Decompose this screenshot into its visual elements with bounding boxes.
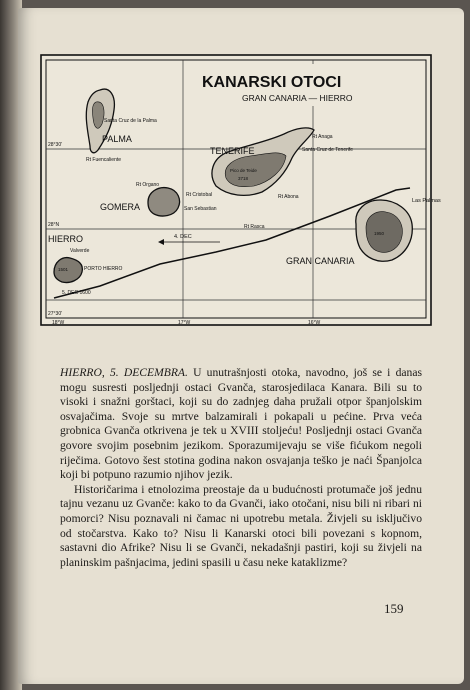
place-rt-rasca: Rt Rasca xyxy=(244,224,265,230)
canary-islands-map xyxy=(40,54,441,326)
map-subtitle: GRAN CANARIA — HIERRO xyxy=(242,93,353,103)
paragraph-2: Historičarima i etnolozima preostaje da u budućnosti protumače još jednu tajnu vezanu uz Gvanče: kako to da Gvanči, iako otočani, nisu bili ni ribari ni pomorci? Nisu poznavali ni čamac ni upotrebu metala. Živjeli su isključivo od stočarstva. Kako to? Nisu li Kanarski otoci bili povezani s kopnom, sastavni dio Afrike? Nisu li se Gvanči, nekadašnji pastiri, koji su živjeli na planinskim pašnjacima, jedini spasili u času neke kataklizme? xyxy=(60,482,422,569)
gran-canaria-height: 1950 xyxy=(374,231,385,236)
place-santa-cruz-tenerife: Santa Cruz de Tenerife xyxy=(302,147,354,153)
place-santa-cruz-palma: Santa Cruz de la Palma xyxy=(104,118,157,124)
route-label-dec4: 4. DEC xyxy=(174,234,192,240)
island-label-tenerife: TENERIFE xyxy=(210,146,255,156)
place-rt-anaga: Rt Anaga xyxy=(312,134,333,140)
place-pico-teide: Pico de Teide xyxy=(230,168,257,173)
place-rt-fuencaliente: Rt Fuencaliente xyxy=(86,157,122,163)
grid-label-lat1: 28°30' xyxy=(48,142,63,148)
gran-canaria-relief xyxy=(366,212,402,253)
grid-label-lat2: 28°N xyxy=(48,222,60,228)
page-number: 159 xyxy=(384,601,404,616)
grid-label-lon2: 17°W xyxy=(178,320,191,326)
place-rt-abona: Rt Abona xyxy=(278,194,299,200)
grid-label-lon1: 18°W xyxy=(52,320,65,326)
hierro-height: 1501 xyxy=(58,267,69,272)
route-label-dec5: 5. DEC 1600 xyxy=(62,290,91,296)
place-valverde: Valverde xyxy=(70,248,90,254)
place-porto-hierro: PORTO HIERRO xyxy=(84,266,123,272)
body-text xyxy=(60,366,422,570)
island-label-palma: PALMA xyxy=(102,134,132,144)
place-rt-cristobal: Rt Cristobal xyxy=(186,192,213,198)
island-label-hierro: HIERRO xyxy=(48,234,84,244)
lead-heading: HIERRO, 5. DECEMBRA. xyxy=(60,366,188,379)
island-label-gran-canaria: GRAN CANARIA xyxy=(286,256,355,266)
grid-label-lon3: 16°W xyxy=(308,320,321,326)
island-label-gomera: GOMERA xyxy=(100,202,141,212)
teide-height: 3718 xyxy=(238,176,249,181)
place-las-palmas: Las Palmas xyxy=(412,198,441,204)
paragraph-1-text: U unutrašnjosti otoka, navodno, još se i danas mogu susresti posljednji ostaci Gvanča, starosjedilaca Kanara. Bili su to visoki i snažni gorštaci, koji su do zadnjeg daha pružali otpor španjolskim osvajačima. Svoje su mrtve balzamirali i pokapali u pećine. Prva veća grobnica Gvanča otkrivena je tek u XVIII stoljeću! Posljednji ostaci Gvanča govore svojim posebnim jezikom. Sporazumijevaju se više fićukom negoli riječima. Gotovo šest stotina godina nakon osvajanja teško je naći Španjolca koji bi potpuno razumio njihov jezik. xyxy=(60,366,422,482)
place-rt-organo: Rt Organo xyxy=(136,182,160,188)
gomera-island xyxy=(148,188,180,216)
place-san-sebastian: San Sebastian xyxy=(184,206,217,212)
map-title: KANARSKI OTOCI xyxy=(202,74,342,91)
grid-label-lat3: 27°30' xyxy=(48,311,63,317)
paragraph-1 xyxy=(60,366,422,483)
